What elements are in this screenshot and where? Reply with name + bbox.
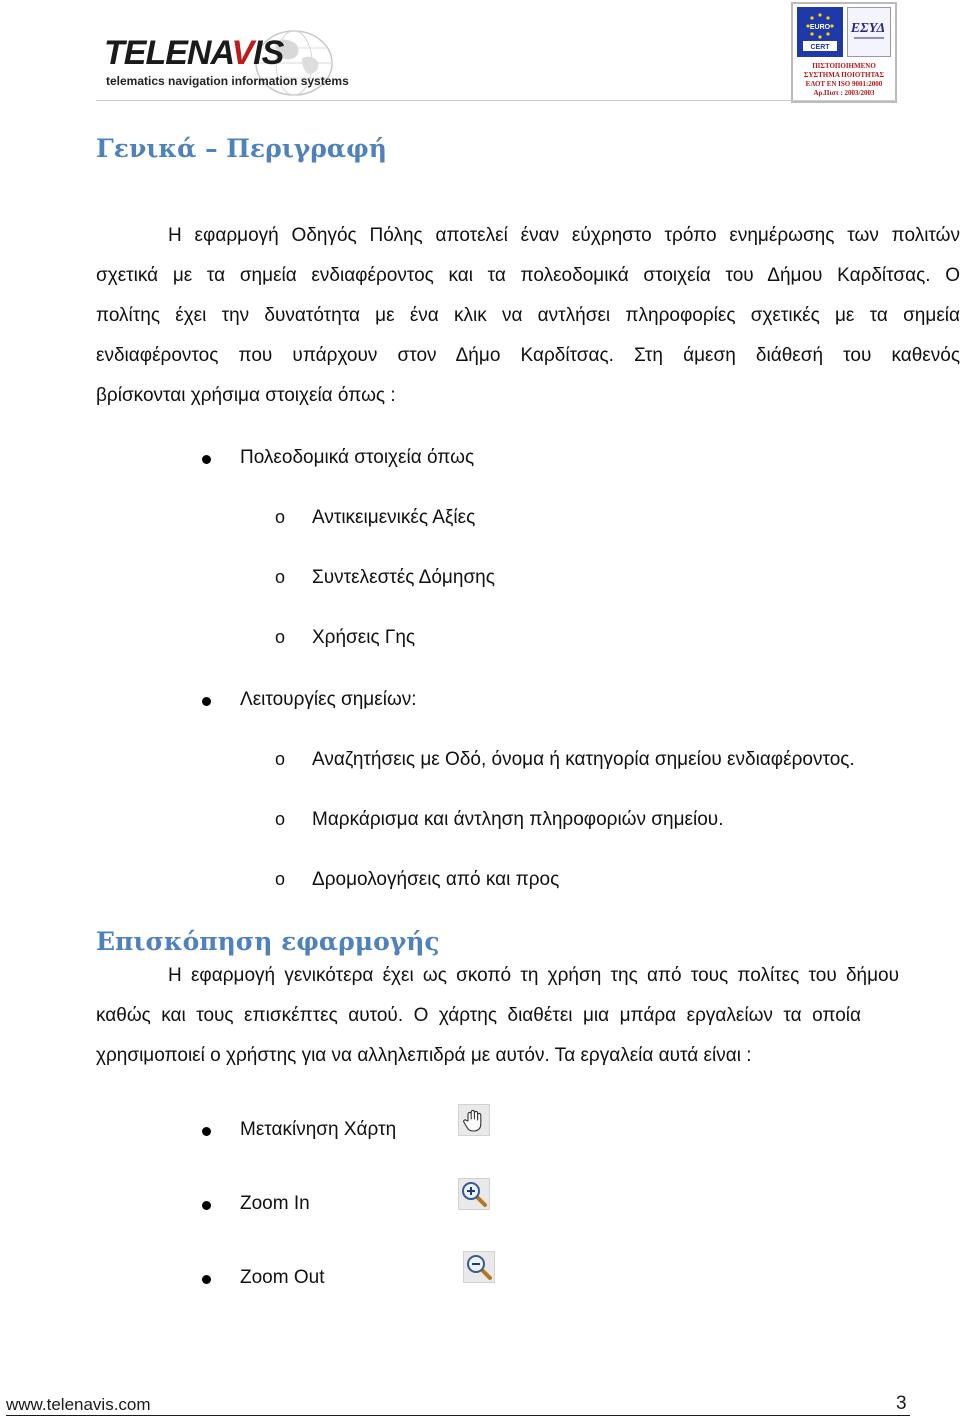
paragraph-line: Η εφαρμογή Οδηγός Πόλης αποτελεί έναν εύχρηστο τρόπο ενημέρωσης των πολιτών [168,225,960,246]
svg-text:CERT: CERT [810,44,830,51]
sub-bullet-marker: o [275,869,286,889]
list-item-urban-data: Πολεοδομικά στοιχεία όπως [240,447,475,468]
bullet-dot [202,1201,211,1210]
section-title-overview: Επισκόπηση εφαρμογής [96,927,440,956]
pan-hand-icon[interactable] [458,1104,490,1136]
sub-list-item: Συντελεστές Δόμησης [312,567,495,588]
list-item-point-functions: Λειτουργίες σημείων: [240,689,417,710]
header-divider [96,100,896,101]
logo-wordmark: TELENAVIS [104,34,284,72]
svg-text:EURO: EURO [809,24,831,31]
esyd-seal [847,7,891,57]
zoom-in-icon[interactable] [458,1178,490,1210]
logo-tagline: telematics navigation information systems [106,74,349,88]
tool-label-pan: Μετακίνηση Χάρτη [240,1119,397,1140]
paragraph-line: σχετικά με τα σημεία ενδιαφέροντος και τα πολεοδομικά στοιχεία του Δήμου Καρδίτσας. Ο [96,265,960,286]
sub-bullet-marker: o [275,627,286,647]
section-title-general: Γενικά – Περιγραφή [96,134,387,163]
sub-list-item: Χρήσεις Γης [312,627,416,648]
paragraph-line: ενδιαφέροντος που υπάρχουν στον Δήμο Καρδίτσας. Στη άμεση διάθεσή του καθενός [96,345,960,366]
bullet-dot [202,1127,211,1136]
tool-label-zoom-in: Zoom In [240,1193,310,1214]
bullet-dot [202,697,211,706]
sub-bullet-marker: o [275,749,286,769]
cert-text-line3: ΕΛΟΤ ΕΝ ISO 9001:2000 [805,80,883,88]
esyd-logo-icon [848,8,890,56]
cert-text-line1: ΠΙΣΤΟΠΟΙΗΜΕΝΟ [812,62,876,70]
sub-list-item: Μαρκάρισμα και άντληση πληροφοριών σημείου. [312,809,724,830]
bullet-dot [202,455,211,464]
sub-bullet-marker: o [275,809,286,829]
paragraph-line: χρησιμοποιεί ο χρήστης για να αλληλεπιδρά με αυτόν. Τα εργαλεία αυτά είναι : [96,1045,752,1066]
zoom-out-icon[interactable] [463,1251,495,1283]
sub-list-item: Δρομολογήσεις από και προς [312,869,560,890]
footer-url: www.telenavis.com [6,1395,151,1414]
tool-label-zoom-out: Zoom Out [240,1267,325,1288]
cert-text-line4: Αρ.Πιστ : 2003/2003 [813,89,875,97]
sub-bullet-marker: o [275,567,286,587]
euro-cert-seal [797,7,843,57]
paragraph-line: Η εφαρμογή γενικότερα έχει ως σκοπό τη χρήση της από τους πολίτες του δήμου [168,965,899,986]
page-number: 3 [896,1393,907,1414]
telenavis-logo [104,28,349,98]
svg-text:ΕΣΥΔ: ΕΣΥΔ [850,21,886,36]
paragraph-line: πολίτης έχει την δυνατότητα με ένα κλικ να αντλήσει πληροφορίες σχετικές με τα σημεία [96,305,960,326]
cert-text-line2: ΣΥΣΤΗΜΑ ΠΟΙΟΤΗΤΑΣ [803,71,885,79]
sub-bullet-marker: o [275,507,286,527]
certification-badge [791,2,897,103]
paragraph-line: βρίσκονται χρήσιμα στοιχεία όπως : [96,385,396,406]
bullet-dot [202,1275,211,1284]
paragraph-line: καθώς και τους επισκέπτες αυτού. Ο χάρτης διαθέτει μια μπάρα εργαλείων τα οποία [96,1005,861,1026]
sub-list-item: Αναζητήσεις με Οδό, όνομα ή κατηγορία σημείου ενδιαφέροντος. [312,749,855,770]
euro-stars-icon [797,7,843,57]
sub-list-item: Αντικειμενικές Αξίες [312,507,476,528]
footer-divider [6,1415,910,1416]
